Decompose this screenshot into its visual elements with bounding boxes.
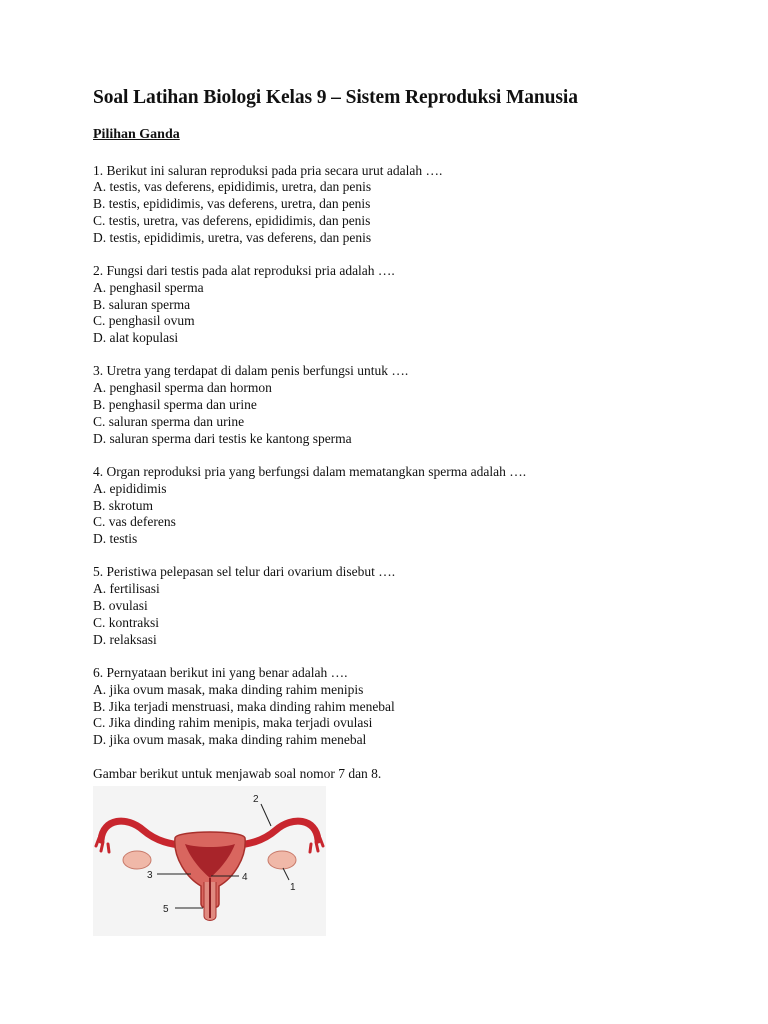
- female-reproductive-diagram: [93, 786, 326, 936]
- question-stem: 1. Berikut ini saluran reproduksi pada pria secara urut adalah ….: [93, 162, 443, 178]
- option-c: C. Jika dinding rahim menipis, maka terjadi ovulasi: [93, 715, 373, 731]
- option-d: D. jika ovum masak, maka dinding rahim menebal: [93, 732, 367, 748]
- question-stem: 2. Fungsi dari testis pada alat reproduksi pria adalah ….: [93, 262, 395, 278]
- label-4: 4: [242, 871, 248, 883]
- option-c: C. vas deferens: [93, 514, 176, 530]
- question-stem: 5. Peristiwa pelepasan sel telur dari ovarium disebut ….: [93, 564, 396, 580]
- option-b: B. testis, epididimis, vas deferens, uretra, dan penis: [93, 196, 371, 212]
- option-c: C. penghasil ovum: [93, 313, 195, 329]
- section-heading: Pilihan Ganda: [93, 127, 180, 142]
- option-c: C. testis, uretra, vas deferens, epididimis, dan penis: [93, 212, 371, 228]
- option-a: A. epididimis: [93, 480, 167, 496]
- option-a: A. jika ovum masak, maka dinding rahim menipis: [93, 681, 364, 697]
- question-2: [93, 263, 733, 347]
- option-b: B. Jika terjadi menstruasi, maka dinding rahim menebal: [93, 698, 395, 714]
- question-stem: 3. Uretra yang terdapat di dalam penis berfungsi untuk ….: [93, 363, 409, 379]
- label-3: 3: [147, 869, 153, 881]
- option-d: D. alat kopulasi: [93, 330, 179, 346]
- option-d: D. saluran sperma dari testis ke kantong sperma: [93, 430, 352, 446]
- uterus-illustration: [93, 786, 326, 936]
- option-d: D. testis, epididimis, uretra, vas deferens, dan penis: [93, 229, 372, 245]
- question-stem: 4. Organ reproduksi pria yang berfungsi dalam mematangkan sperma adalah ….: [93, 463, 527, 479]
- option-d: D. relaksasi: [93, 631, 157, 647]
- option-a: A. penghasil sperma dan hormon: [93, 380, 272, 396]
- option-c: C. kontraksi: [93, 614, 159, 630]
- document-title: Soal Latihan Biologi Kelas 9 – Sistem Reproduksi Manusia: [93, 87, 578, 108]
- option-a: A. fertilisasi: [93, 581, 160, 597]
- option-b: B. penghasil sperma dan urine: [93, 397, 257, 413]
- label-2: 2: [253, 793, 259, 805]
- question-1: [93, 163, 733, 247]
- question-3: [93, 363, 733, 447]
- option-b: B. saluran sperma: [93, 296, 191, 312]
- option-a: A. penghasil sperma: [93, 279, 204, 295]
- option-b: B. ovulasi: [93, 598, 148, 614]
- option-a: A. testis, vas deferens, epididimis, uretra, dan penis: [93, 179, 372, 195]
- question-5: [93, 564, 733, 648]
- figure-instruction: Gambar berikut untuk menjawab soal nomor 7 dan 8.: [93, 765, 382, 781]
- question-stem: 6. Pernyataan berikut ini yang benar adalah ….: [93, 664, 348, 680]
- label-5: 5: [163, 903, 169, 915]
- label-1: 1: [290, 881, 296, 893]
- question-6: [93, 665, 733, 749]
- option-b: B. skrotum: [93, 497, 154, 513]
- option-d: D. testis: [93, 531, 138, 547]
- option-c: C. saluran sperma dan urine: [93, 413, 245, 429]
- question-4: [93, 464, 733, 548]
- document-page: [93, 84, 733, 936]
